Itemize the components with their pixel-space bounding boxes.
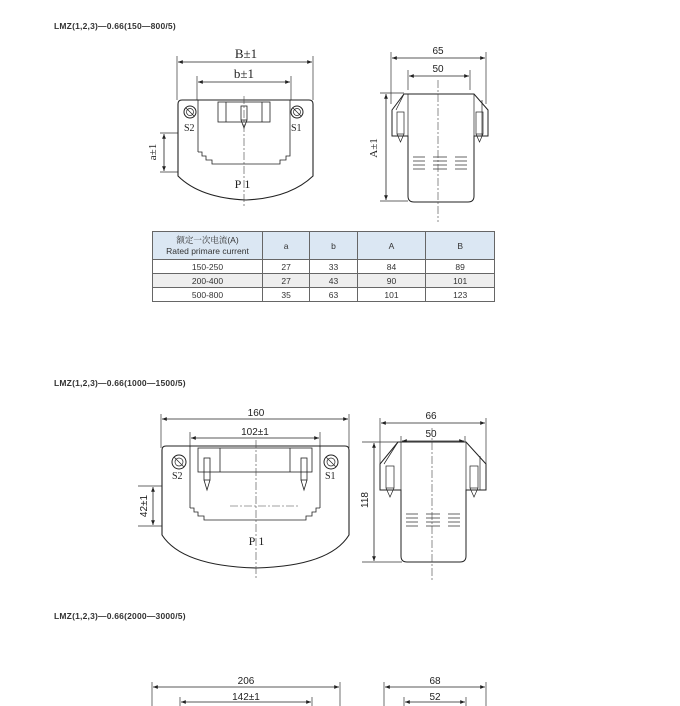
terminal-s1-label: S1 xyxy=(291,123,302,134)
table-cell: 89 xyxy=(426,260,495,274)
table-cell: 84 xyxy=(357,260,426,274)
section-2-title: LMZ(1,2,3)—0.66(1000—1500/5) xyxy=(54,378,186,388)
header-col-B: B xyxy=(426,232,495,260)
table-cell: 123 xyxy=(426,288,495,302)
front-width-label: B±1 xyxy=(234,46,258,61)
side-inner-width-label: 50 xyxy=(432,64,444,75)
terminal-s2-label: S2 xyxy=(172,471,183,482)
front-width-label: 160 xyxy=(247,408,265,419)
side-inner-width-label: 52 xyxy=(429,692,441,703)
terminal-s1-label: S1 xyxy=(325,471,336,482)
front-inner-width-label: 142±1 xyxy=(232,692,260,703)
table-cell: 101 xyxy=(426,274,495,288)
front-width-label: 206 xyxy=(237,676,255,687)
side-width-label: 65 xyxy=(432,46,444,57)
table-cell: 63 xyxy=(310,288,357,302)
terminal-s2-label: S2 xyxy=(184,123,195,134)
table-cell: 500-800 xyxy=(153,288,263,302)
header-col-a: a xyxy=(263,232,310,260)
front-height-label: 42±1 xyxy=(139,494,150,518)
table-cell: 27 xyxy=(263,274,310,288)
header-col-b: b xyxy=(310,232,357,260)
front-inner-width-label: 102±1 xyxy=(241,427,269,438)
side-width-label: 66 xyxy=(425,411,437,422)
table-cell: 101 xyxy=(357,288,426,302)
header-cn: 额定一次电流(A) xyxy=(176,234,239,245)
table-cell: 150-250 xyxy=(153,260,263,274)
header-col-A: A xyxy=(357,232,426,260)
primary-label: P1 xyxy=(248,534,268,548)
table-cell: 27 xyxy=(263,260,310,274)
primary-label: P1 xyxy=(234,177,254,191)
side-height-label: 118 xyxy=(360,492,371,508)
section-3-title: LMZ(1,2,3)—0.66(2000—3000/5) xyxy=(54,611,186,621)
front-inner-width-label: b±1 xyxy=(233,66,255,81)
front-height-label: a±1 xyxy=(147,143,159,161)
side-width-label: 68 xyxy=(429,676,441,687)
table-cell: 200-400 xyxy=(153,274,263,288)
table-cell: 35 xyxy=(263,288,310,302)
section-1-title: LMZ(1,2,3)—0.66(150—800/5) xyxy=(54,21,176,31)
table-cell: 33 xyxy=(310,260,357,274)
side-inner-width-label: 50 xyxy=(425,429,437,440)
table-cell: 43 xyxy=(310,274,357,288)
side-height-label: A±1 xyxy=(368,138,380,158)
header-en: Rated primare current xyxy=(166,245,249,256)
table-cell: 90 xyxy=(357,274,426,288)
